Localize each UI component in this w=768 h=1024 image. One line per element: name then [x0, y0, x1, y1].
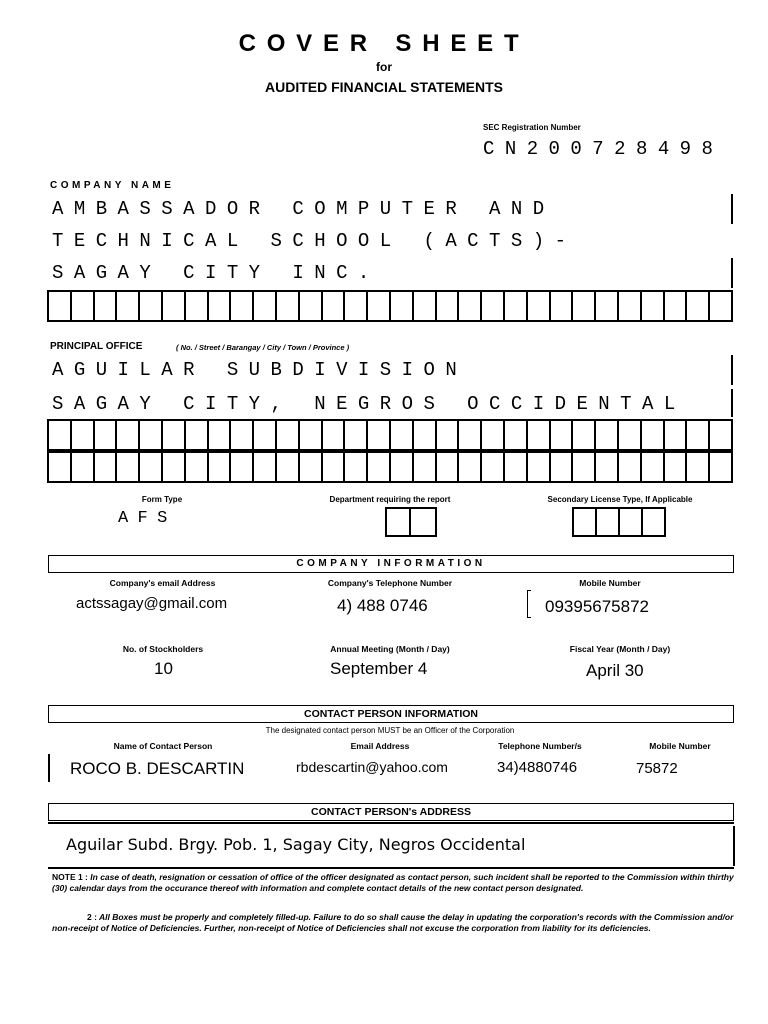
company-name-border: [731, 194, 733, 224]
company-name-line-1: AMBASSADOR COMPUTER AND: [52, 198, 555, 220]
company-name-border-2: [731, 258, 733, 288]
contact-mobile-label: Mobile Number: [649, 741, 711, 751]
sec-registration-value: CN200728498: [483, 138, 724, 160]
principal-office-sublabel: ( No. / Street / Barangay / City / Town / Province ): [176, 343, 350, 352]
sec-registration-label: SEC Registration Number: [483, 123, 581, 132]
form-type-value: AFS: [118, 509, 177, 528]
principal-office-border-2: [731, 389, 733, 417]
page-subtitle: AUDITED FINANCIAL STATEMENTS: [265, 79, 503, 95]
company-name-cells: [47, 290, 733, 322]
company-name-label: COMPANY NAME: [50, 180, 175, 191]
contact-phone-value: 34)4880746: [497, 759, 578, 776]
fiscal-year-label: Fiscal Year (Month / Day): [569, 644, 671, 654]
contact-address-value: Aguilar Subd. Brgy. Pob. 1, Sagay City, Negros Occidental: [66, 835, 526, 854]
form-type-label: Form Type: [141, 495, 183, 504]
annual-meeting-label: Annual Meeting (Month / Day): [330, 644, 450, 654]
company-phone-label: Company's Telephone Number: [327, 578, 453, 588]
company-info-header: COMPANY INFORMATION: [48, 555, 734, 573]
annual-meeting-value: September 4: [330, 659, 428, 678]
fiscal-year-value: April 30: [586, 661, 644, 680]
company-email-label: Company's email Address: [109, 578, 216, 588]
principal-office-line-1: AGUILAR SUBDIVISION: [52, 359, 468, 381]
notes-rule: [48, 867, 734, 869]
license-type-label: Secondary License Type, If Applicable: [547, 495, 693, 504]
note-1: [52, 872, 734, 894]
contact-name-value: ROCO B. DESCARTIN: [70, 759, 245, 778]
contact-address-border: [733, 826, 735, 866]
note-2: [52, 912, 734, 934]
company-mobile-value: 09395675872: [545, 597, 650, 616]
company-name-line-2: TECHNICAL SCHOOL (ACTS)-: [52, 230, 577, 252]
contact-name-border: [48, 754, 50, 782]
contact-address-header: CONTACT PERSON's ADDRESS: [48, 803, 734, 821]
note-2-text: All Boxes must be properly and completely filled-up. Failure to do so shall cause the delay in updating the corporation's records with the Commission and/or non-receipt of Notice of Deficiencies. Further, non-receipt of Notice of Deficiencies shall not excuse the corporation from liability for its deficiencies.: [52, 912, 734, 933]
mobile-bracket: [527, 590, 531, 618]
stockholders-label: No. of Stockholders: [122, 644, 204, 654]
contact-email-label: Email Address: [350, 741, 410, 751]
note-2-lead: 2 :: [87, 912, 97, 922]
contact-mobile-value: 75872: [636, 760, 678, 777]
contact-info-header: CONTACT PERSON INFORMATION: [48, 705, 734, 723]
principal-office-cells-1: [47, 419, 733, 451]
company-email-value: actssagay@gmail.com: [76, 595, 228, 612]
contact-address-rule: [48, 822, 734, 824]
principal-office-border: [731, 355, 733, 385]
license-type-field[interactable]: [572, 507, 666, 537]
department-label: Department requiring the report: [329, 495, 451, 504]
note-1-text: In case of death, resignation or cessation of office of the officer designated as contact person, such incident shall be reported to the Commission within thirthy (30) calendar days from the occurance thereof with information and complete contact details of the new contact person designated.: [52, 872, 734, 893]
stockholders-value: 10: [154, 659, 173, 678]
principal-office-label: PRINCIPAL OFFICE: [50, 341, 143, 352]
department-field[interactable]: [385, 507, 437, 537]
contact-officer-note: The designated contact person MUST be an Officer of the Corporation: [265, 726, 515, 735]
principal-office-line-2: SAGAY CITY, NEGROS OCCIDENTAL: [52, 393, 686, 415]
title-for: for: [376, 60, 392, 74]
page-title: COVER SHEET: [238, 30, 530, 57]
company-mobile-label: Mobile Number: [579, 578, 641, 588]
contact-phone-label: Telephone Number/s: [498, 741, 582, 751]
note-1-lead: NOTE 1 :: [52, 872, 88, 882]
contact-name-label: Name of Contact Person: [113, 741, 213, 751]
company-name-line-3: SAGAY CITY INC.: [52, 262, 380, 284]
contact-email-value: rbdescartin@yahoo.com: [296, 759, 448, 775]
company-phone-value: 4) 488 0746: [337, 596, 428, 615]
principal-office-cells-2: [47, 451, 733, 483]
